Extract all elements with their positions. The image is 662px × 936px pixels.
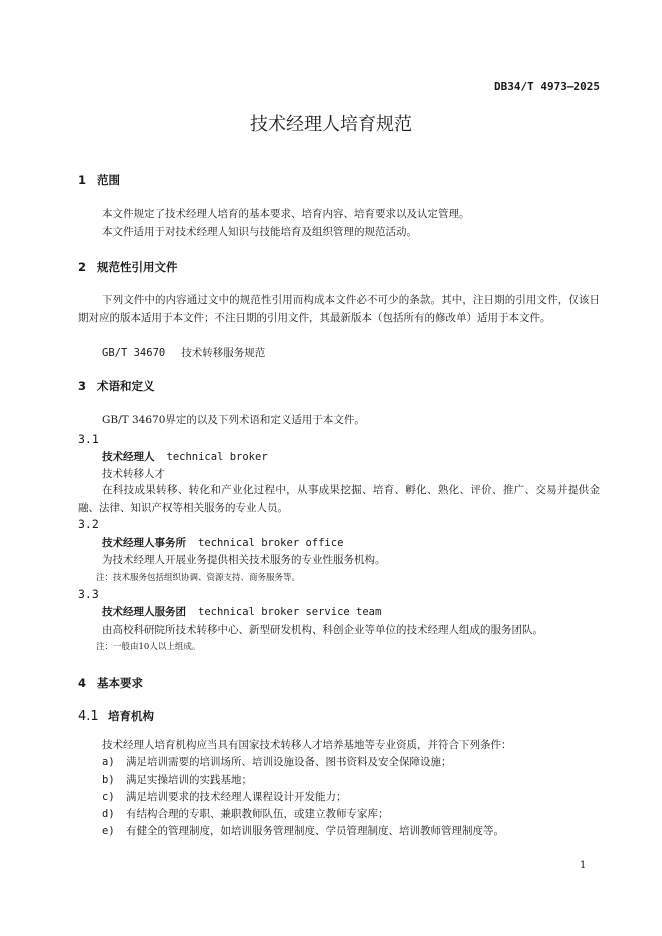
paragraph: GB/T 34670界定的以及下列术语和定义适用于本文件。 (102, 414, 365, 426)
normative-reference (102, 345, 265, 360)
subsection-4-1-heading (78, 708, 154, 724)
section-2-heading (78, 259, 178, 275)
term-zh: 技术经理人 (102, 451, 155, 463)
term-en: technical broker office (198, 537, 344, 549)
subsection-title: 培育机构 (108, 709, 154, 723)
section-number: 1 (78, 173, 87, 187)
reference-title: 技术转移服务规范 (181, 347, 266, 359)
list-label: d) (102, 808, 115, 820)
paragraph: 本文件适用于对技术经理人知识与技能培育及组织管理的规范活动。 (102, 226, 417, 238)
section-number: 4 (78, 676, 87, 690)
term-entry (102, 449, 268, 464)
section-title: 术语和定义 (97, 379, 155, 393)
section-number: 3 (78, 379, 87, 393)
paragraph: 本文件规定了技术经理人培育的基本要求、培育内容、培育要求以及认定管理。 (102, 208, 470, 220)
list-text: 满足实操培训的实践基地； (126, 774, 252, 786)
note: 注：一般由10人以上组成。 (96, 642, 201, 652)
list-text: 有健全的管理制度，如培训服务管理制度、学员管理制度、培训教师管理制度等。 (126, 825, 504, 837)
paragraph: 技术经理人培育机构应当具有国家技术转移人才培养基地等专业资质，并符合下列条件： (102, 739, 512, 751)
term-entry (102, 535, 343, 550)
term-alias: 技术转移人才 (102, 468, 165, 480)
document-title: 技术经理人培育规范 (250, 114, 412, 135)
list-label: c) (102, 791, 115, 803)
term-number: 3.1 (78, 432, 99, 446)
term-en: technical broker (166, 451, 268, 463)
page-number: 1 (580, 860, 587, 871)
list-item (102, 823, 504, 838)
term-number: 3.2 (78, 517, 99, 531)
reference-code: GB/T 34670 (102, 347, 166, 359)
list-text: 有结构合理的专职、兼职教师队伍，或建立教师专家库； (126, 808, 389, 820)
section-title: 基本要求 (97, 676, 143, 690)
note: 注：技术服务包括组织协调、资源支持、商务服务等。 (96, 573, 301, 583)
list-item (102, 789, 347, 804)
term-entry (102, 604, 381, 619)
section-title: 规范性引用文件 (97, 260, 178, 274)
term-definition: 为技术经理人开展业务提供相关技术服务的专业性服务机构。 (102, 554, 386, 566)
term-definition: 由高校科研院所技术转移中心、新型研发机构、科创企业等单位的技术经理人组成的服务团队。 (102, 624, 543, 636)
subsection-number: 4.1 (78, 709, 99, 724)
term-en: technical broker service team (198, 606, 382, 618)
list-item (102, 754, 452, 769)
section-3-heading (78, 378, 155, 394)
list-text: 满足培训需要的培训场所、培训设施设备、图书资料及安全保障设施； (126, 756, 452, 768)
term-definition: 在科技成果转移、转化和产业化过程中，从事成果挖掘、培育、孵化、熟化、评价、推广、交易并提供金融、法律、知识产权等相关服务的专业人员。 (78, 484, 600, 514)
section-1-heading (78, 172, 120, 188)
term-number: 3.3 (78, 587, 99, 601)
term-zh: 技术经理人事务所 (102, 537, 186, 549)
section-number: 2 (78, 260, 87, 274)
section-title: 范围 (97, 173, 120, 187)
list-label: a) (102, 756, 115, 768)
list-text: 满足培训要求的技术经理人课程设计开发能力； (126, 791, 347, 803)
list-item (102, 772, 252, 787)
standard-number: DB34/T 4973—2025 (494, 80, 600, 93)
section-4-heading (78, 675, 143, 691)
term-zh: 技术经理人服务团 (102, 606, 186, 618)
paragraph: 下列文件中的内容通过文中的规范性引用而构成本文件必不可少的条款。其中，注日期的引用文件，仅该日期对应的版本适用于本文件；不注日期的引用文件，其最新版本（包括所有的修改单）适用于本文件。 (78, 294, 600, 324)
list-label: e) (102, 825, 115, 837)
list-item (102, 806, 389, 821)
list-label: b) (102, 774, 115, 786)
